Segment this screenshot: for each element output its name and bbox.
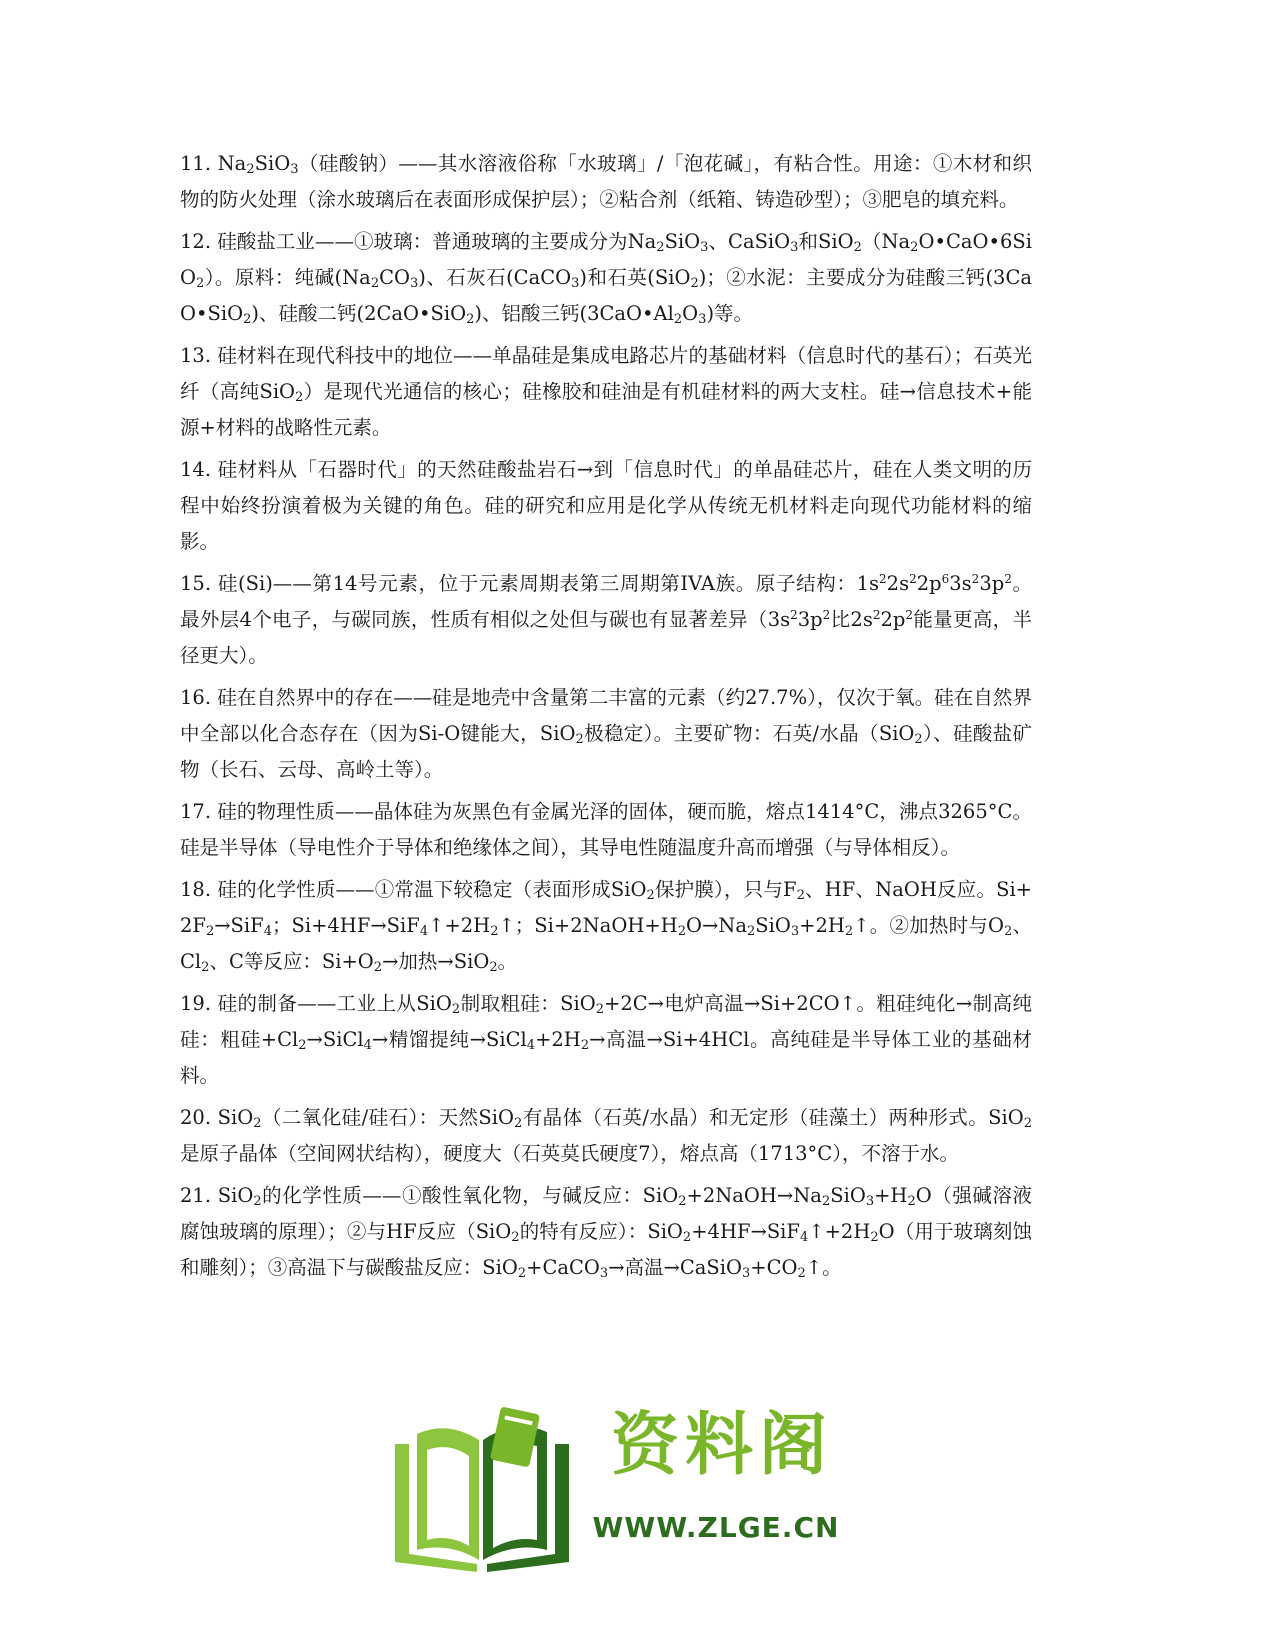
paragraph-p14: 14. 硅材料从「石器时代」的天然硅酸盐岩石→到「信息时代」的单晶硅芯片，硅在人类文明的历程中始终扮演着极为关键的角色。硅的研究和应用是化学从传统无机材料走向现代功能材料的缩影。 [180,458,1032,553]
document-body [180,146,1032,1292]
paragraph-p13: 13. 硅材料在现代科技中的地位——单晶硅是集成电路芯片的基础材料（信息时代的基石）；石英光纤（高纯SiO$_2$）是现代光通信的核心；硅橡胶和硅油是有机硅材料的两大支柱。硅→信息技术+能源+材料的战略性元素。 [180,344,1032,439]
paragraph-p15: 15. 硅(Si)——第14号元素，位于元素周期表第三周期第IVA族。原子结构：$1s^22s^22p^63s^23p^2$。最外层4个电子，与碳同族，性质有相似之处但与碳也有显著差异（$3s^23p^2$比$2s^22p^2$能量更高，半径更大）。 [180,572,1032,667]
open-book-icon [387,1404,577,1574]
paragraph-p18: 18. 硅的化学性质——①常温下较稳定（表面形成SiO$_2$保护膜），只与$F_2$、HF、NaOH反应。$Si+2F_2\to SiF_4$；$Si+4HF\to SiF_4↑+2H_2↑$；$Si+2NaOH+H_2O\to Na_2SiO_3+2H_2↑$。②加热时与$O_2$、$Cl_2$、C等反应：$Si+O_2\to$加热→SiO$_2$。 [180,878,1033,975]
paragraph-p17: 17. 硅的物理性质——晶体硅为灰黑色有金属光泽的固体，硬而脆，熔点1414°C，沸点3265°C。硅是半导体（导电性介于导体和绝缘体之间），其导电性随温度升高而增强（与导体相反）。 [180,800,1032,859]
logo-url: WWW.ZLGE.CN [592,1511,840,1544]
paragraph-p20: 20. SiO$_2$（二氧化硅/硅石）：天然SiO$_2$有晶体（石英/水晶）和无定形（硅藻土）两种形式。SiO$_2$是原子晶体（空间网状结构），硬度大（石英莫氏硬度7），熔点高（1713°C），不溶于水。 [180,1106,1033,1165]
paragraph-p19: 19. 硅的制备——工业上从SiO$_2$制取粗硅：SiO$_2$+2C→电炉高温→Si+2CO↑。粗硅纯化→制高纯硅：粗硅$+Cl_2\to SiCl_4\to$精馏提纯$\to SiCl_4+2H_2\to$高温→Si+4HCl。高纯硅是半导体工业的基础材料。 [180,992,1032,1087]
logo-name: 资料阁 [610,1406,833,1485]
paragraph-p11: 11. $Na_2SiO_3$（硅酸钠）——其水溶液俗称「水玻璃」/「泡花碱」，有粘合性。用途：①木材和织物的防火处理（涂水玻璃后在表面形成保护层）；②粘合剂（纸箱、铸造砂型）；③肥皂的填充料。 [180,152,1032,211]
paragraph-p21: 21. SiO$_2$的化学性质——①酸性氧化物，与碱反应：$SiO_2+2NaOH\to Na_2SiO_3+H_2O$（强碱溶液腐蚀玻璃的原理）；②与HF反应（SiO$_2$的特有反应）：$SiO_2+4HF\to SiF_4↑+2H_2O$（用于玻璃刻蚀和雕刻）；③高温下与碳酸盐反应：SiO$_2$+CaCO$_3$→高温$\to CaSiO_3+CO_2↑$。 [180,1184,1032,1281]
paragraph-p12: 12. 硅酸盐工业——①玻璃：普通玻璃的主要成分为$Na_2SiO_3$、CaSiO$_3$和$SiO_2(Na_2O•CaO•6SiO_2)$。原料：纯碱$(Na_2CO_3)$、石灰石(CaCO$_3$)和石英(SiO$_2$)；②水泥：主要成分为硅酸三钙(3CaO•SiO$_2$)、硅酸二钙(2CaO•SiO$_2$)、铝酸三钙$(3CaO•Al_2O_3)$等。 [180,230,1033,327]
paragraph-p16: 16. 硅在自然界中的存在——硅是地壳中含量第二丰富的元素（约27.7%），仅次于氧。硅在自然界中全部以化合态存在（因为Si-O键能大，SiO$_2$极稳定）。主要矿物：石英/水晶（SiO$_2$）、硅酸盐矿物（长石、云母、高岭土等）。 [180,686,1032,781]
watermark-logo [375,1400,845,1580]
